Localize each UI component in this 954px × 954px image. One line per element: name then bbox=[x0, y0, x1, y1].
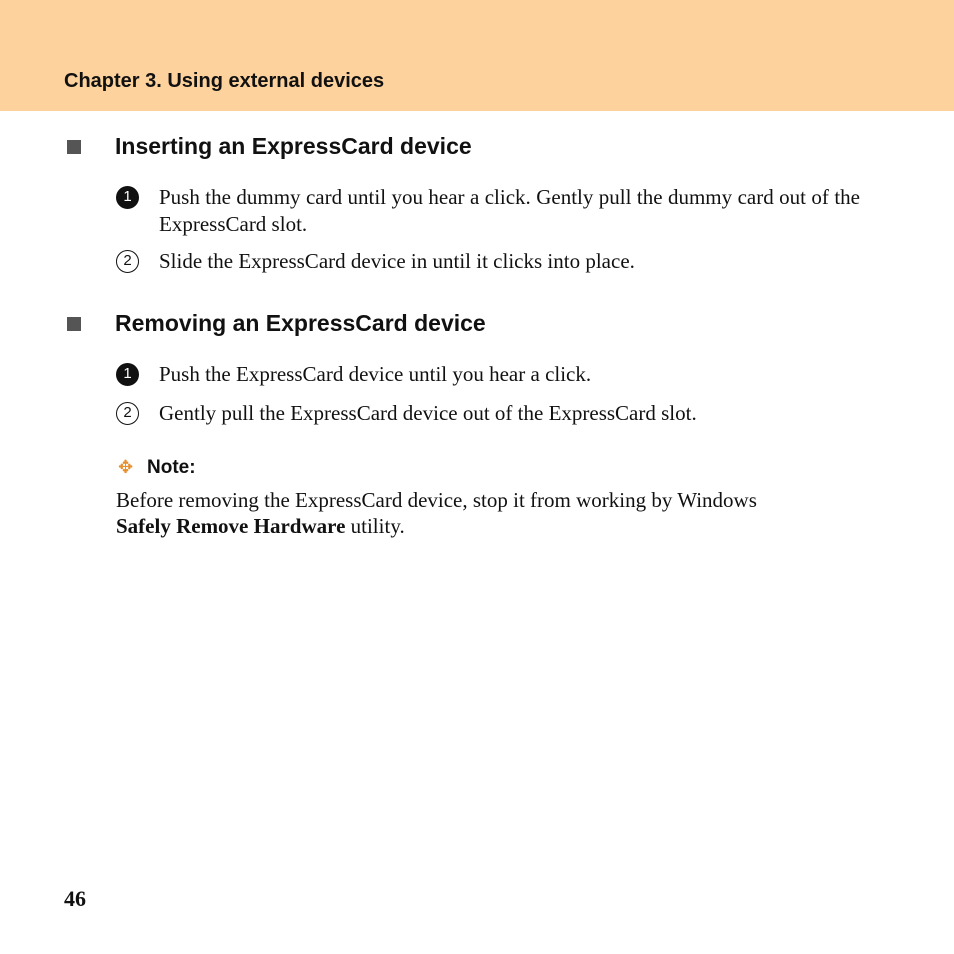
step-insert-2 bbox=[116, 248, 860, 275]
step-insert-1 bbox=[116, 184, 860, 238]
chapter-header-band bbox=[0, 0, 954, 111]
square-bullet-icon bbox=[67, 140, 81, 154]
square-bullet-icon bbox=[67, 317, 81, 331]
four-diamond-icon: ✥ bbox=[118, 457, 134, 478]
page-number: 46 bbox=[64, 886, 86, 911]
step-text: Push the dummy card until you hear a click. Gently pull the dummy card out of the ExpressCard slot. bbox=[159, 185, 860, 236]
note-emphasis: Safely Remove Hardware bbox=[116, 514, 346, 538]
section-title: Inserting an ExpressCard device bbox=[115, 133, 472, 159]
chapter-title: Chapter 3. Using external devices bbox=[64, 70, 385, 92]
note-body bbox=[116, 487, 796, 539]
step-number-1-icon: 1 bbox=[116, 363, 139, 386]
step-number-1-icon: 1 bbox=[116, 186, 139, 209]
step-text: Gently pull the ExpressCard device out of the ExpressCard slot. bbox=[159, 401, 697, 425]
step-remove-1 bbox=[116, 361, 860, 388]
step-remove-2 bbox=[116, 400, 860, 427]
note-label: Note: bbox=[147, 457, 196, 478]
section-title: Removing an ExpressCard device bbox=[115, 310, 486, 336]
step-text: Slide the ExpressCard device in until it clicks into place. bbox=[159, 249, 635, 273]
note-text-after: utility. bbox=[345, 514, 405, 538]
note-text-before: Before removing the ExpressCard device, stop it from working by Windows bbox=[116, 488, 757, 512]
step-number-2-icon: 2 bbox=[116, 402, 139, 425]
step-text: Push the ExpressCard device until you hear a click. bbox=[159, 362, 592, 386]
step-number-2-icon: 2 bbox=[116, 250, 139, 273]
